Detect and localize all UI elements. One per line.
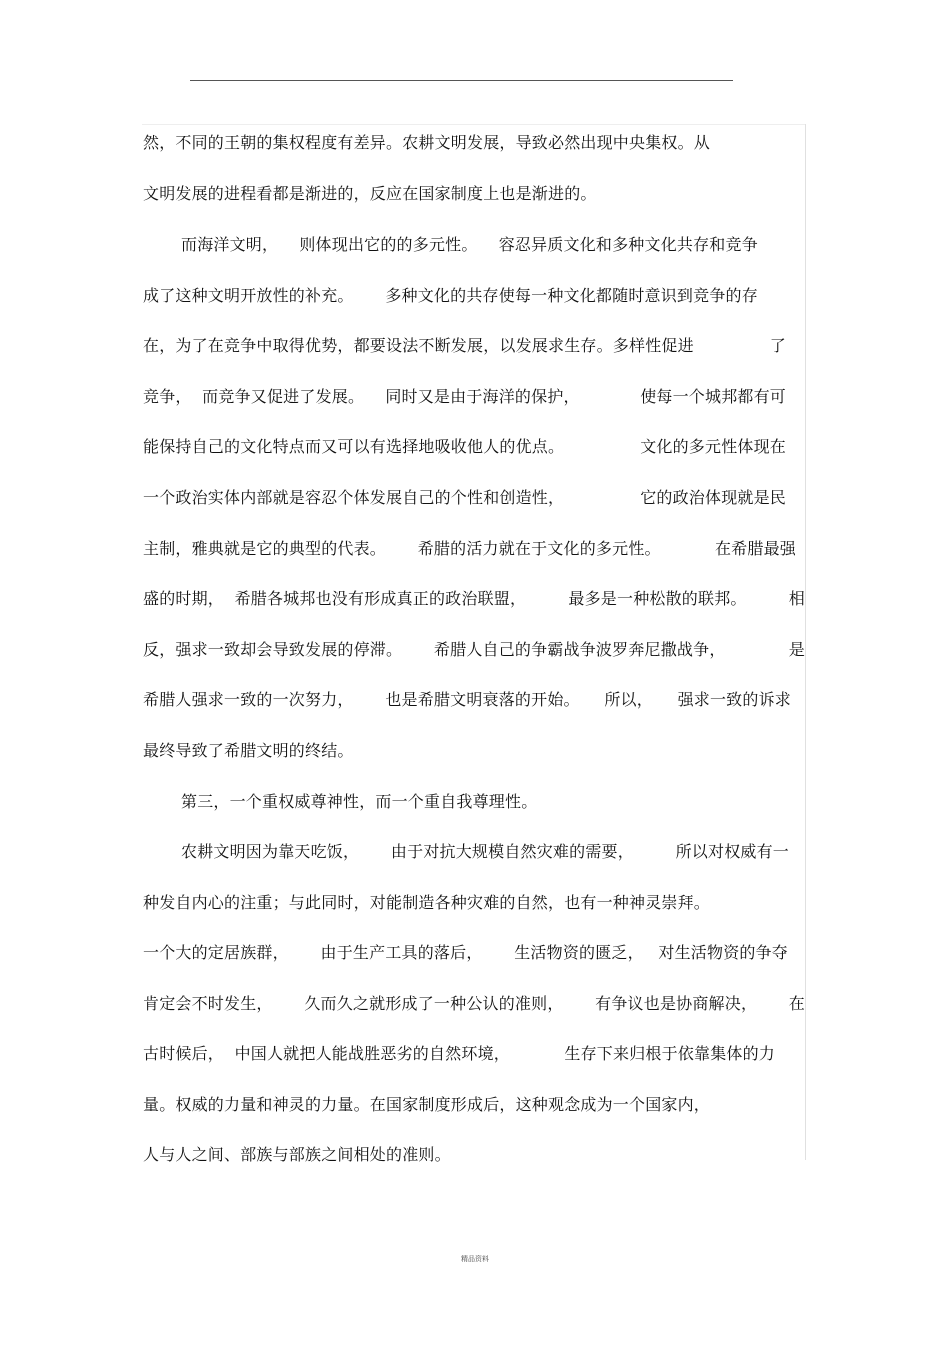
paragraph-line: 文明发展的进程看都是渐进的，反应在国家制度上也是渐进的。	[143, 184, 597, 203]
line-segment: 使每一个城邦都有可	[640, 387, 786, 406]
line-segment: 是	[788, 640, 805, 659]
line-segment: 了	[769, 336, 786, 355]
line-segment: 它的政治体现就是民	[640, 488, 786, 507]
line-segment: 一个政治实体内部就是容忍个体发展自己的个性和创造性，	[143, 488, 565, 507]
paragraph-line	[143, 335, 786, 357]
paragraph-line	[143, 689, 791, 711]
line-segment: 希腊人强求一致的一次努力， 也是希腊文明衰落的开始。	[143, 690, 580, 709]
paragraph-line	[143, 487, 786, 509]
paragraph-line: 量。权威的力量和神灵的力量。在国家制度形成后，这种观念成为一个国家内，	[143, 1095, 711, 1114]
page-footer: 精品资料	[461, 1255, 489, 1263]
line-segment: 所以，	[604, 690, 653, 709]
line-segment: 强求一致的诉求	[677, 690, 791, 709]
paragraph-line: 最终导致了希腊文明的终结。	[143, 741, 354, 760]
paragraph-line: 然，不同的王朝的集权程度有差异。农耕文明发展，导致必然出现中央集权。从	[143, 133, 711, 152]
paragraph-line	[143, 386, 786, 408]
paragraph-line: 而海洋文明， 则体现出它的的多元性。 容忍异质文化和多种文化共存和竞争	[181, 235, 758, 254]
line-segment: 盛的时期， 希腊各城邦也没有形成真正的政治联盟，	[143, 589, 527, 608]
line-segment: 肯定会不时发生， 久而久之就形成了一种公认的准则，	[143, 994, 564, 1013]
line-segment: 生存下来归根于依靠集体的力	[564, 1044, 775, 1063]
paragraph-line: 人与人之间、部族与部族之间相处的准则。	[143, 1145, 451, 1164]
line-segment: 在，为了在竞争中取得优势，都要设法不断发展，以发展求生存。多样性促进	[143, 336, 694, 355]
line-segment: 能保持自己的文化特点而又可以有选择地吸收他人的优点。	[143, 437, 565, 456]
paragraph-line	[143, 588, 805, 610]
line-segment: 文化的多元性体现在	[640, 437, 786, 456]
line-segment: 竞争， 而竞争又促进了发展。 同时又是由于海洋的保护，	[143, 387, 580, 406]
line-segment: 反，强求一致却会导致发展的停滞。 希腊人自己的争霸战争波罗奔尼撒战争，	[143, 640, 726, 659]
line-segment: 主制，雅典就是它的典型的代表。 希腊的活力就在于文化的多元性。	[143, 539, 661, 558]
line-segment: 农耕文明因为靠天吃饭， 由于对抗大规模自然灾难的需要，	[181, 842, 634, 861]
line-segment: 在希腊最强	[714, 539, 796, 558]
paragraph-line: 成了这种文明开放性的补充。 多种文化的共存使每一种文化都随时意识到竞争的存	[143, 286, 758, 305]
paragraph-line: 种发自内心的注重；与此同时，对能制造各种灾难的自然，也有一种神灵崇拜。	[143, 893, 711, 912]
paragraph-line	[143, 639, 805, 661]
line-segment: 一个大的定居族群， 由于生产工具的落后， 生活物资的匮乏，	[143, 943, 644, 962]
page-frame-right	[805, 124, 806, 1160]
paragraph-line	[143, 993, 805, 1015]
paragraph-line	[143, 1043, 775, 1065]
line-segment: 对生活物资的争夺	[658, 943, 788, 962]
line-segment: 古时候后， 中国人就把人能战胜恶劣的自然环境，	[143, 1044, 510, 1063]
paragraph-line	[143, 942, 788, 964]
paragraph-line	[181, 841, 789, 863]
paragraph-line	[143, 436, 786, 458]
paragraph-line: 第三，一个重权威尊神性，而一个重自我尊理性。	[181, 792, 538, 811]
line-segment: 相	[788, 589, 805, 608]
line-segment: 在	[788, 994, 805, 1013]
header-rule	[190, 80, 733, 81]
line-segment: 所以对权威有一	[675, 842, 789, 861]
paragraph-line	[143, 538, 796, 560]
page-frame-top	[142, 124, 805, 125]
line-segment: 最多是一种松散的联邦。	[568, 589, 747, 608]
line-segment: 有争议也是协商解决，	[595, 994, 758, 1013]
